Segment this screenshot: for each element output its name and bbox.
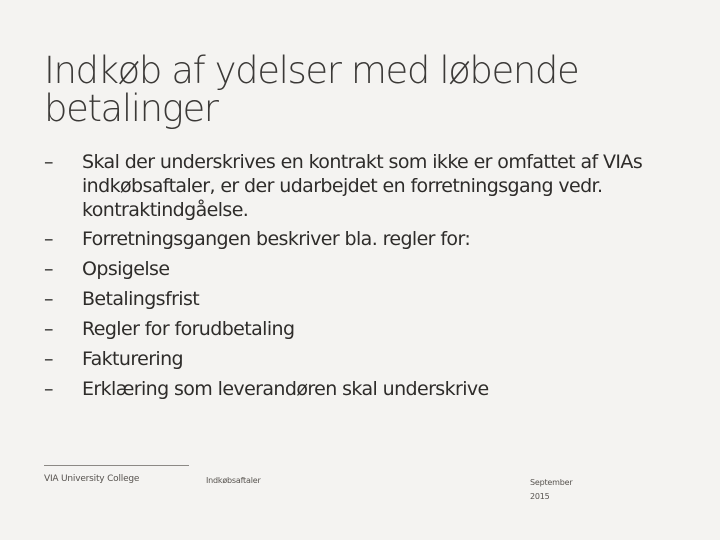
- bullet-marker: –: [44, 318, 53, 340]
- footer-topic: Indkøbsaftaler: [206, 476, 261, 485]
- bullet-marker: –: [44, 288, 53, 310]
- bullet-marker: –: [44, 258, 53, 280]
- bullet-text: Regler for forudbetaling: [82, 318, 295, 340]
- bullet-item: [44, 150, 684, 222]
- bullet-marker: –: [44, 348, 53, 370]
- footer-date-year: 2015: [530, 492, 550, 501]
- bullet-text: Skal der underskrives en kontrakt som ikke er omfattet af VIAs indkøbsaftaler, er der udarbejdet en forretningsgang vedr. kontraktindgåelse.: [82, 151, 643, 221]
- footer-organization: VIA University College: [44, 474, 140, 484]
- footer-divider: [44, 465, 189, 466]
- bullet-marker: –: [44, 151, 53, 173]
- bullet-item: [44, 256, 684, 282]
- bullet-text: Erklæring som leverandøren skal underskrive: [82, 378, 489, 400]
- bullet-text: Forretningsgangen beskriver bla. regler for:: [82, 228, 471, 250]
- bullet-item: [44, 376, 684, 402]
- footer-date-month: September: [530, 478, 573, 487]
- footer-date: [530, 476, 590, 504]
- bullet-marker: –: [44, 378, 53, 400]
- bullet-item: [44, 346, 684, 372]
- bullet-marker: –: [44, 228, 53, 250]
- bullet-item: [44, 316, 684, 342]
- bullet-text: Betalingsfrist: [82, 288, 200, 310]
- bullet-item: [44, 226, 684, 252]
- slide-title: Indkøb af ydelser med løbende betalinger: [44, 49, 579, 130]
- bullet-text: Opsigelse: [82, 258, 170, 280]
- bullet-list: [44, 150, 684, 406]
- bullet-item: [44, 286, 684, 312]
- bullet-text: Fakturering: [82, 348, 183, 370]
